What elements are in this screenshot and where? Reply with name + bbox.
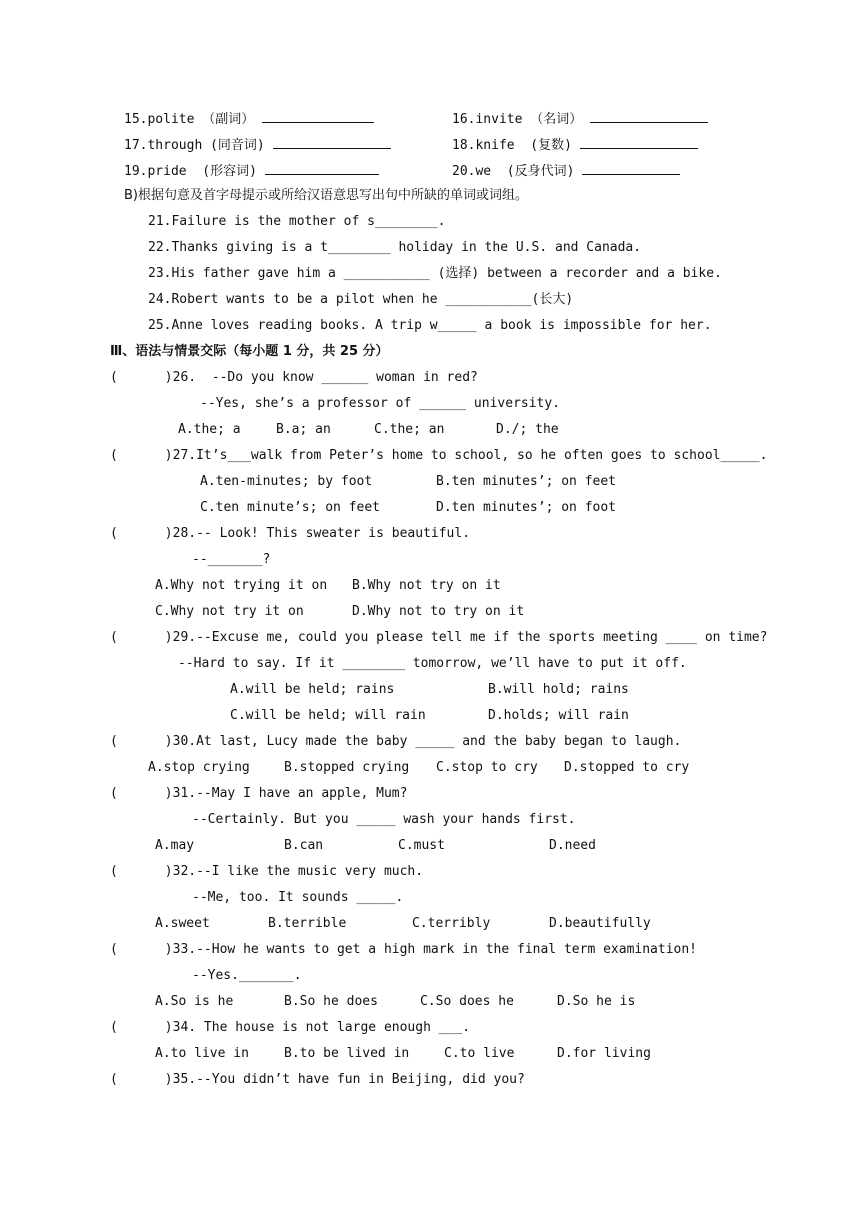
option-d: D.ten minutes’; on foot [436,500,617,515]
option-c: C.Why not try it on [155,604,304,619]
question-stem: 30.At last, Lucy made the baby _____ and the baby began to laugh. [172,734,682,749]
question-35 [110,1072,525,1088]
vocab-text: 18.knife (复数) [452,138,572,153]
answer-blank[interactable] [262,110,374,123]
question-reply: --Yes, she’s a professor of ______ university. [200,396,561,411]
option-a: A.So is he [155,994,234,1009]
question-27 [110,448,767,464]
option-c: C.will be held; will rain [230,708,426,723]
section-3-heading: Ⅲ、语法与情景交际（每小题 1 分，共 25 分） [110,344,389,359]
question-reply: --Me, too. It sounds _____. [192,890,404,905]
answer-paren[interactable]: ( ) [110,526,173,541]
vocab-item-18 [452,136,698,154]
fill-item-24: 24.Robert wants to be a pilot when he ___________(长大) [148,292,574,307]
option-b: B.a; an [276,422,331,437]
option-d: D.beautifully [549,916,651,931]
vocab-text: 16.invite （名词） [452,112,583,127]
question-stem: 26. --Do you know ______ woman in red? [172,370,478,385]
question-29 [110,630,767,646]
answer-blank[interactable] [580,136,698,149]
option-c: C.So does he [420,994,514,1009]
vocab-item-17 [124,136,391,154]
option-c: C.to live [444,1046,515,1061]
option-b: B.to be lived in [284,1046,410,1061]
option-a: A.the; a [178,422,241,437]
question-33 [110,942,697,958]
option-a: A.Why not trying it on [155,578,328,593]
option-c: C.must [398,838,445,853]
answer-blank[interactable] [273,136,391,149]
section-b-instruction: B)根据句意及首字母提示或所给汉语意思写出句中所缺的单词或词组。 [124,188,528,203]
question-stem: 27.It’s___walk from Peter’s home to school, so he often goes to school_____. [172,448,768,463]
question-reply: --Hard to say. If it ________ tomorrow, we’ll have to put it off. [178,656,687,671]
question-stem: 31.--May I have an apple, Mum? [172,786,408,801]
option-b: B.Why not try on it [352,578,501,593]
question-reply: --Certainly. But you _____ wash your hands first. [192,812,576,827]
vocab-item-16 [452,110,708,128]
answer-paren[interactable]: ( ) [110,734,173,749]
option-b: B.terrible [268,916,347,931]
question-stem: 32.--I like the music very much. [172,864,424,879]
vocab-text: 15.polite （副词） [124,112,255,127]
option-b: B.ten minutes’; on feet [436,474,617,489]
question-stem: 33.--How he wants to get a high mark in the final term examination! [172,942,698,957]
fill-item-23: 23.His father gave him a ___________ (选择) between a recorder and a bike. [148,266,722,281]
question-stem: 29.--Excuse me, could you please tell me if the sports meeting ____ on time? [172,630,768,645]
option-c: C.terribly [412,916,491,931]
option-d: D.need [549,838,596,853]
option-b: B.will hold; rains [488,682,629,697]
option-d: D./; the [496,422,559,437]
vocab-text: 19.pride (形容词) [124,164,257,179]
answer-paren[interactable]: ( ) [110,370,173,385]
vocab-text: 17.through (同音词) [124,138,265,153]
answer-blank[interactable] [265,162,379,175]
option-c: C.stop to cry [436,760,538,775]
option-a: A.ten-minutes; by foot [200,474,373,489]
answer-paren[interactable]: ( ) [110,1072,173,1087]
answer-blank[interactable] [590,110,708,123]
option-a: A.stop crying [148,760,250,775]
answer-paren[interactable]: ( ) [110,942,173,957]
option-b: B.So he does [284,994,378,1009]
option-d: D.stopped to cry [564,760,690,775]
option-a: A.sweet [155,916,210,931]
question-32 [110,864,423,880]
option-d: D.holds; will rain [488,708,629,723]
question-stem: 28.-- Look! This sweater is beautiful. [172,526,471,541]
option-a: A.may [155,838,195,853]
vocab-item-19 [124,162,379,180]
question-30 [110,734,681,750]
vocab-item-20 [452,162,680,180]
question-31 [110,786,407,802]
answer-paren[interactable]: ( ) [110,786,173,801]
answer-blank[interactable] [582,162,680,175]
question-28 [110,526,470,542]
fill-item-22: 22.Thanks giving is a t________ holiday in the U.S. and Canada. [148,240,642,255]
fill-item-21: 21.Failure is the mother of s________. [148,214,446,229]
answer-paren[interactable]: ( ) [110,448,173,463]
option-c: C.the; an [374,422,445,437]
vocab-item-15 [124,110,374,128]
answer-paren[interactable]: ( ) [110,864,173,879]
question-reply: --_______? [192,552,271,567]
answer-paren[interactable]: ( ) [110,630,173,645]
question-stem: 35.--You didn’t have fun in Beijing, did you? [172,1072,525,1087]
answer-paren[interactable]: ( ) [110,1020,173,1035]
option-c: C.ten minute’s; on feet [200,500,381,515]
option-a: A.will be held; rains [230,682,395,697]
vocab-text: 20.we (反身代词) [452,164,575,179]
option-b: B.stopped crying [284,760,410,775]
option-d: D.So he is [557,994,636,1009]
option-d: D.for living [557,1046,651,1061]
question-stem: 34. The house is not large enough ___. [172,1020,471,1035]
fill-item-25: 25.Anne loves reading books. A trip w_____ a book is impossible for her. [148,318,712,333]
question-reply: --Yes._______. [192,968,302,983]
option-d: D.Why not to try on it [352,604,525,619]
question-26 [110,370,478,386]
question-34 [110,1020,470,1036]
option-a: A.to live in [155,1046,249,1061]
option-b: B.can [284,838,324,853]
